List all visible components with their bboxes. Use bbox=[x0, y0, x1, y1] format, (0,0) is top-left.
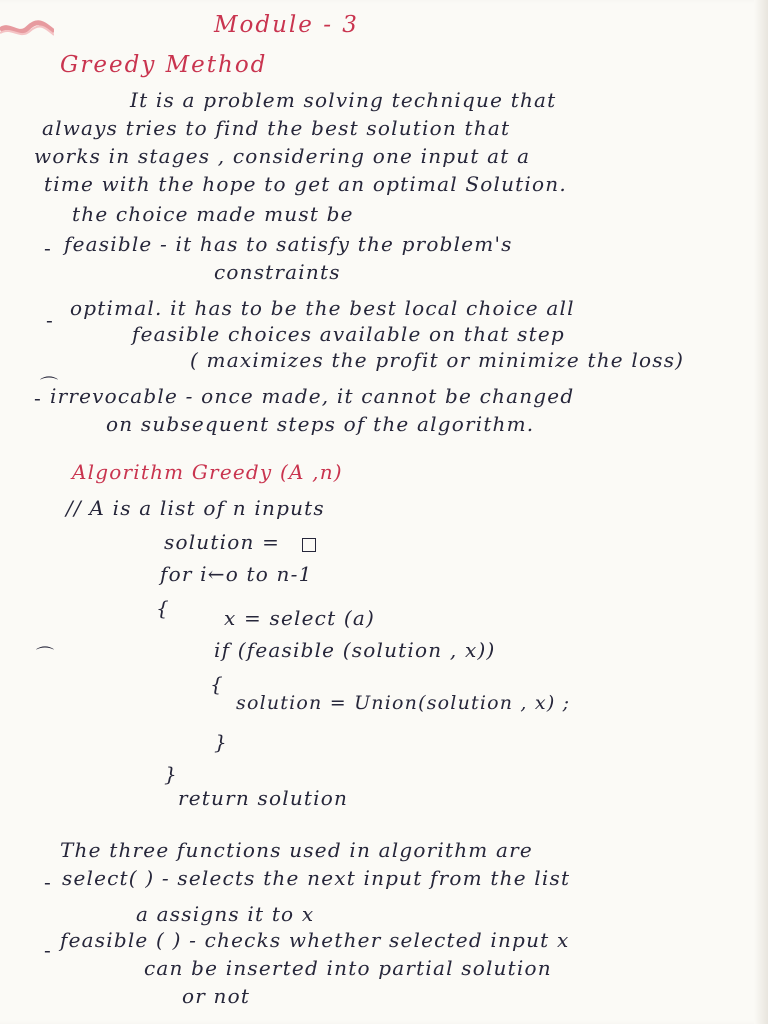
intro-line-3: works in stages , considering one input at a bbox=[34, 144, 531, 168]
function-select-line-1: select( ) - selects the next input from the list bbox=[62, 866, 571, 890]
code-line-union: solution = Union(solution , x) ; bbox=[236, 692, 571, 714]
algorithm-comment: // A is a list of n inputs bbox=[66, 496, 325, 520]
margin-mark: ⌒ bbox=[40, 376, 58, 397]
algorithm-title: Algorithm Greedy (A ,n) bbox=[72, 460, 343, 484]
function-feasible-line-2: can be inserted into partial solution bbox=[144, 956, 552, 980]
property-optimal-line-3: ( maximizes the profit or minimize the loss) bbox=[190, 348, 685, 372]
code-line-inner-brace-open: { bbox=[210, 672, 224, 696]
property-optimal-line-2: feasible choices available on that step bbox=[132, 322, 565, 346]
bullet-dash: - bbox=[44, 870, 51, 894]
property-optimal-line-1: optimal. it has to be the best local choice all bbox=[70, 296, 575, 320]
code-line-brace-open: { bbox=[156, 596, 170, 620]
intro-line-1: It is a problem solving technique that bbox=[130, 88, 557, 112]
bullet-dash: - bbox=[46, 308, 53, 332]
intro-line-5: the choice made must be bbox=[72, 202, 354, 226]
code-line-inner-brace-close: } bbox=[214, 730, 228, 754]
bullet-dash: - bbox=[44, 236, 51, 260]
function-feasible-line-3: or not bbox=[182, 984, 251, 1008]
code-line-brace-close: } bbox=[164, 762, 178, 786]
code-line-for: for i←o to n-1 bbox=[160, 562, 313, 586]
code-line-if: if (feasible (solution , x)) bbox=[214, 638, 496, 662]
code-line-solution-init: solution = bbox=[164, 530, 281, 554]
property-feasible-line-2: constraints bbox=[214, 260, 341, 284]
intro-line-4: time with the hope to get an optimal Solution. bbox=[44, 172, 567, 196]
property-irrevocable-line-2: on subsequent steps of the algorithm. bbox=[106, 412, 535, 436]
property-irrevocable-line-1: irrevocable - once made, it cannot be changed bbox=[50, 384, 575, 408]
functions-intro: The three functions used in algorithm are bbox=[60, 838, 533, 862]
page-edge bbox=[754, 0, 768, 1024]
empty-set-icon bbox=[302, 538, 316, 552]
intro-line-2: always tries to find the best solution that bbox=[42, 116, 511, 140]
margin-mark: ⌒ bbox=[36, 646, 54, 667]
binding-thread-icon bbox=[0, 18, 54, 42]
property-feasible-line-1: feasible - it has to satisfy the problem's bbox=[64, 232, 513, 256]
code-line-select: x = select (a) bbox=[224, 606, 376, 630]
module-title: Module - 3 bbox=[214, 12, 359, 38]
function-select-line-2: a assigns it to x bbox=[136, 902, 315, 926]
function-feasible-line-1: feasible ( ) - checks whether selected input x bbox=[60, 928, 570, 952]
bullet-dash: - bbox=[34, 386, 41, 410]
section-heading: Greedy Method bbox=[60, 52, 268, 78]
bullet-dash: - bbox=[44, 938, 51, 962]
code-line-return: return solution bbox=[178, 786, 349, 810]
